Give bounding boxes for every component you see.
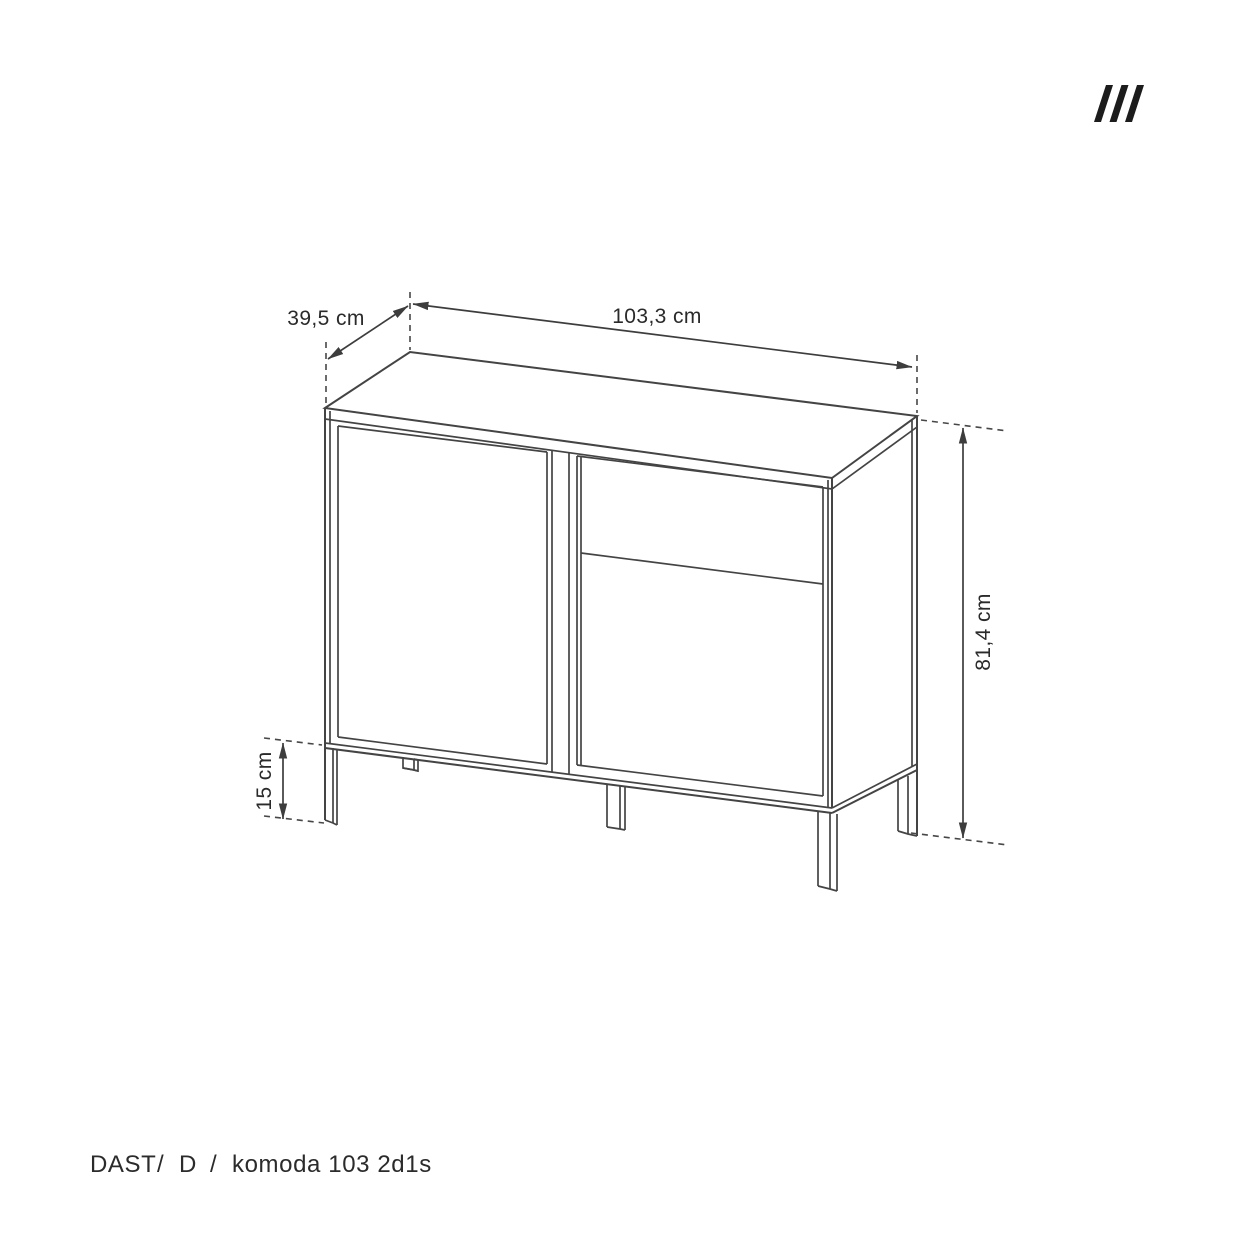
leg-height-dimension-label: 15 cm bbox=[253, 751, 276, 811]
cabinet-bottom-side-edge bbox=[832, 764, 917, 813]
dimension-leg-height bbox=[253, 738, 324, 823]
back-right-leg bbox=[898, 770, 917, 836]
height-dimension-label: 81,4 cm bbox=[972, 593, 995, 671]
cabinet-front-right-edge bbox=[828, 478, 832, 808]
center-leg bbox=[607, 784, 625, 830]
front-left-leg bbox=[325, 745, 337, 825]
cabinet-bottom-front-edge bbox=[325, 743, 832, 813]
breadcrumb-separator: / bbox=[210, 1151, 218, 1178]
cabinet-top-face bbox=[325, 352, 917, 489]
cabinet-drawing bbox=[325, 352, 917, 891]
breadcrumb bbox=[90, 1151, 432, 1178]
drawer-gap-line bbox=[581, 553, 823, 584]
front-right-leg bbox=[818, 812, 837, 891]
cabinet-back-right-edge bbox=[912, 416, 917, 770]
breadcrumb-separator: / bbox=[157, 1151, 165, 1178]
three-slashes-logo-icon bbox=[1094, 85, 1144, 122]
dimension-height bbox=[911, 420, 1008, 845]
breadcrumb-brand: DAST bbox=[90, 1151, 157, 1178]
cabinet-right-door-and-drawer bbox=[577, 456, 823, 796]
breadcrumb-series: D bbox=[179, 1151, 197, 1178]
width-dimension-label: 103,3 cm bbox=[612, 305, 702, 328]
dimension-depth bbox=[287, 306, 408, 406]
dimension-width bbox=[410, 292, 917, 413]
breadcrumb-model: komoda 103 2d1s bbox=[232, 1151, 432, 1178]
cabinet-left-door bbox=[338, 426, 547, 764]
cabinet-front-left-edge bbox=[325, 408, 330, 745]
cabinet-center-divider bbox=[552, 450, 569, 774]
depth-dimension-label: 39,5 cm bbox=[287, 307, 365, 330]
